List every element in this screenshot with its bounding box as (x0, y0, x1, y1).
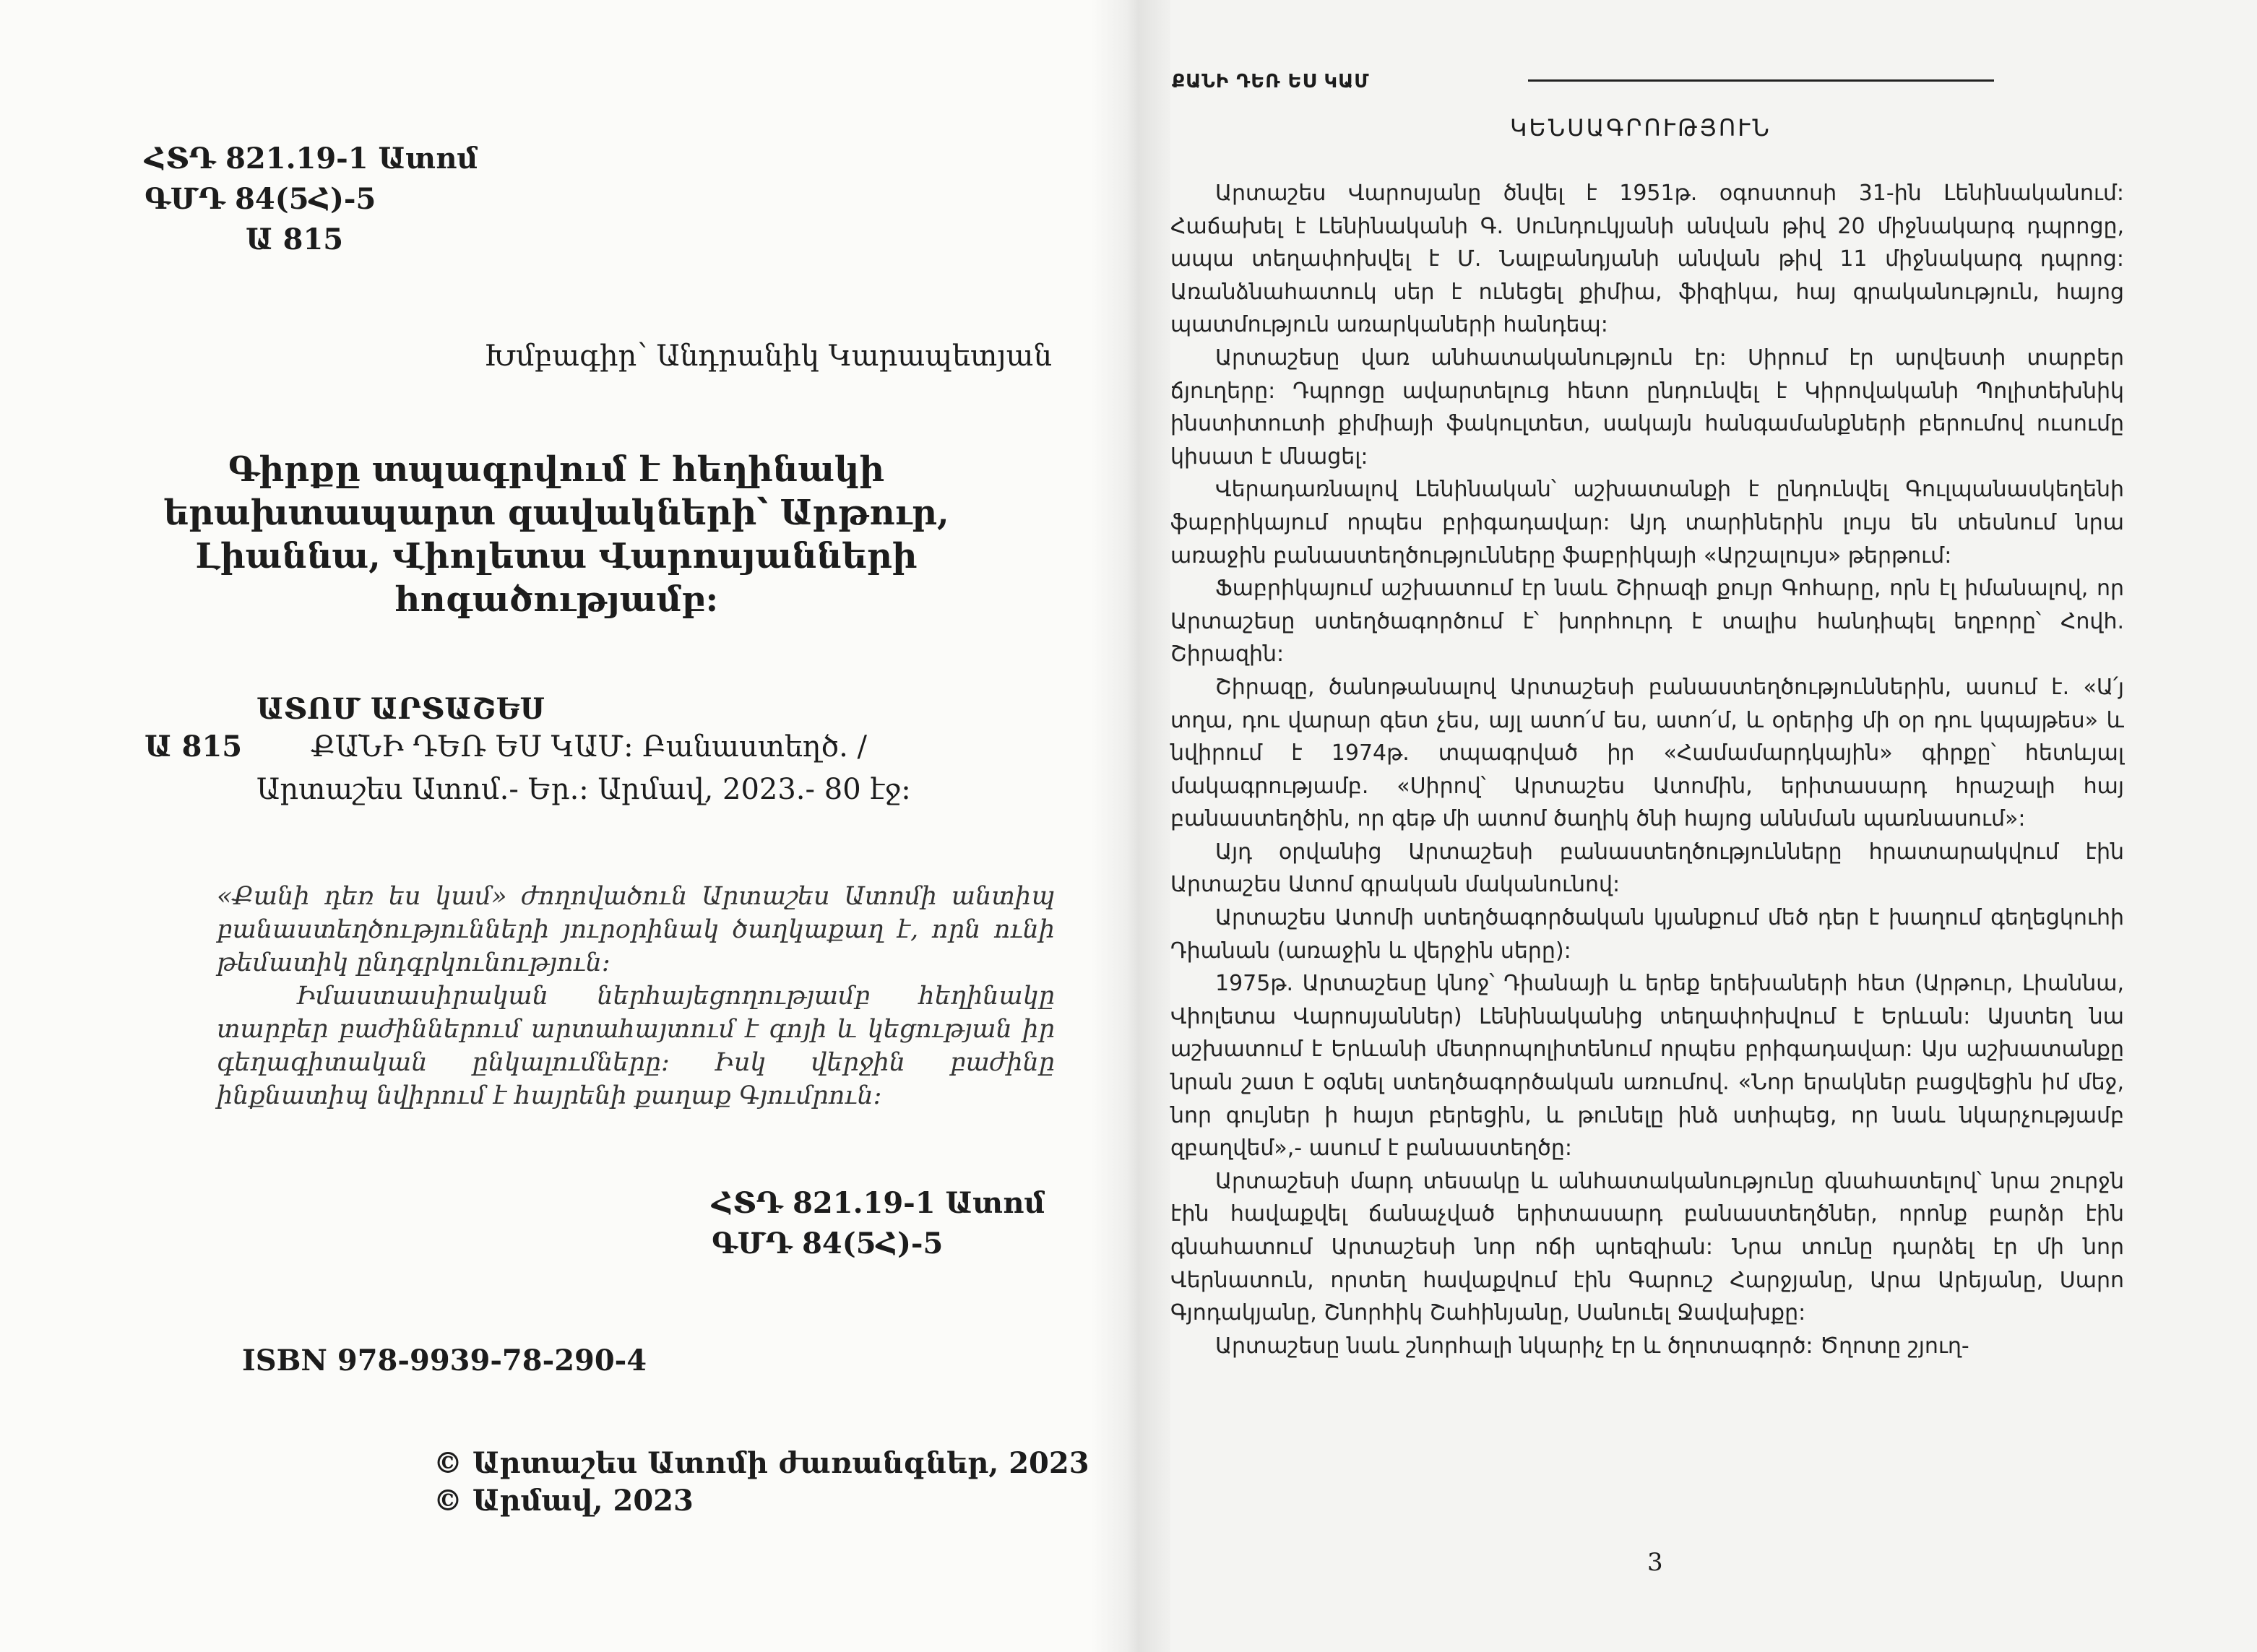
publication-notice: Գիրքը տպագրվում է հեղինակի երախտապարտ զավակների՝ Արթուր, Լիաննա, Վիոլետա Վարոսյանների հոգածությամբ: (163, 449, 949, 620)
header-rule (1528, 79, 1994, 82)
page-number: 3 (1647, 1548, 1663, 1577)
bio-paragraph: Վերադառնալով Լենինական՝ աշխատանքի է ընդունվել Գուլպանասկեղենի ֆաբրիկայում որպես բրիգադավար: Այդ տարիներին լույս են տեսնում նրա առաջին բանաստեղծությունները ֆաբրիկայի «Արշալույս» թերթում: (1170, 477, 2124, 568)
copyright-publisher: © Արմավ, 2023 (433, 1484, 694, 1518)
annotation-paragraph: Իմաստասիրական ներհայեցողությամբ հեղինակը տարբեր բաժիններում արտահայտում է գոյի և կեցության իր գեղագիտական ընկալումները: Իսկ վերջին բաժինը ինքնատիպ նվիրում է հայրենի քաղաք Գյումրուն: (217, 982, 1055, 1110)
isbn: ISBN 978-9939-78-290-4 (242, 1344, 647, 1378)
bio-paragraph: Այդ օրվանից Արտաշեսի բանաստեղծությունները հրատարակվում էին Արտաշես Ատոմ գրական մականունով: (1170, 839, 2124, 898)
gmd-code-bottom: ԳՄԴ 84(5Հ)-5 (712, 1227, 944, 1260)
copyright-heirs: © Արտաշես Ատոմի ժառանգներ, 2023 (433, 1446, 1089, 1480)
hdc-code: ՀՏԴ 821.19-1 Ատոմ (144, 142, 478, 176)
catalog-author: ԱՏՈՄ ԱՐՏԱՇԵՍ (256, 692, 545, 726)
catalog-title-line: ՔԱՆԻ ԴԵՌ ԵՍ ԿԱՄ: Բանաստեղծ. / (311, 730, 867, 764)
bio-paragraph: 1975թ. Արտաշեսը կնոջ՝ Դիանայի և երեք երեխաների հետ (Արթուր, Լիաննա, Վիոլետա Վարոսյաններ) Լենինականից տեղափոխվում է Երևան: Այստեղ նա աշխատում է Երևանի մետրոպոլիտենում որպես բրիգադավար: Այս աշխատանքը նրան շատ է օգնել ստեղծագործական առումով. «Նոր երակներ բացվեցին իմ մեջ, նոր գույներ ի հայտ բերեցին, և թունելը ինձ ստիպեց, որ նաև նկարչությամբ զբաղվեմ»,- ասում է բանաստեղծը: (1170, 971, 2124, 1162)
catalog-mark: Ա 815 (144, 730, 243, 764)
bio-paragraph: Արտաշեսը վառ անհատականություն էր: Սիրում էր արվեստի տարբեր ճյուղերը: Դպրոցը ավարտելուց հետո ընդունվել է Կիրովականի Պոլիտեխնիկ ինստիտուտի քիմիայի ֆակուլտետ, սակայն հանգամանքների բերումով ուսումը կիսատ է մնացել: (1170, 345, 2124, 470)
gmd-code: ԳՄԴ 84(5Հ)-5 (144, 182, 376, 216)
bio-paragraph: Շիրազը, ծանոթանալով Արտաշեսի բանաստեղծություններին, ասում է. «Ա՛յ տղա, դու վարար գետ չես, այլ ատո՛մ ես, ատո՛մ, և օրերից մի օր դու կպայթես» և նվիրում է 1974թ. տպագրված իր «Համամարդկային» գիրքը՝ հետևյալ մակագրությամբ. «Սիրով՝ Արտաշես Ատոմին, երիտասարդ հրաշալի հայ բանաստեղծին, որ գեթ մի ատոմ ծաղիկ ծնի հայոց աննման պառնասում»: (1170, 674, 2124, 832)
copyright-block (433, 1445, 1089, 1520)
annotation-paragraph: «Քանի դեռ ես կամ» ժողովածուն Արտաշես Ատոմի անտիպ բանաստեղծությունների յուրօրինակ ծաղկաքաղ է, որն ունի թեմատիկ ընդգրկունություն: (217, 882, 1055, 977)
book-gutter (1091, 0, 1170, 1652)
library-code-block (144, 139, 478, 260)
annotation (217, 880, 1055, 1112)
bio-paragraph: Ֆաբրիկայում աշխատում էր նաև Շիրազի քույր Գոհարը, որն էլ իմանալով, որ Արտաշեսը ստեղծագործում է՝ խորհուրդ է տալիս հանդիպել եղբորը՝ Հովհ. Շիրազին: (1170, 576, 2124, 667)
bio-paragraph: Արտաշես Ատոմի ստեղծագործական կյանքում մեծ դեր է խաղում գեղեցկուհի Դիանան (առաջին և վերջին սերը): (1170, 905, 2124, 964)
bio-paragraph: Արտաշեսը նաև շնորհալի նկարիչ էր և ծղոտագործ: Ծղոտը շյուղ- (1215, 1333, 1969, 1359)
hdc-code-bottom: ՀՏԴ 821.19-1 Ատոմ (712, 1186, 1045, 1220)
running-header: ՔԱՆԻ ԴԵՌ ԵՍ ԿԱՄ (1172, 71, 1370, 92)
biography-text (1170, 177, 2124, 1362)
bio-paragraph: Արտաշես Վարոսյանը ծնվել է 1951թ. օգոստոսի 31-ին Լենինականում: Հաճախել է Լենինականի Գ. Սունդուկյանի անվան թիվ 20 միջնակարգ դպրոցը, ապա տեղափոխվել է Մ. Նալբանդյանի անվան թիվ 11 միջնակարգ դպրոց: Առանձնահատուկ սեր է ունեցել քիմիա, ֆիզիկա, հայ գրականություն, հայոց պատմություն առարկաների հանդեպ: (1170, 181, 2124, 338)
library-code-bottom (712, 1183, 1045, 1264)
bio-paragraph: Արտաշեսի մարդ տեսակը և անհատականությունը գնահատելով՝ նրա շուրջն էին հավաքվել ճանաչված երիտասարդ բանաստեղծներ, որոնք բարձր էին գնահատում Արտաշեսի նոր ոճի պոեզիան: Նրա տունը դարձել էր մի նոր Վերնատուն, որտեղ հավաքվում էին Գարուշ Հարջյանը, Արա Արեյանը, Սարո Գյոդակյանը, Շնորհիկ Շահինյանը, Սանուել Ջավախքը: (1170, 1168, 2124, 1326)
catalog-imprint: Արտաշես Ատոմ.- Եր.: Արմավ, 2023.- 80 էջ: (256, 773, 911, 806)
editor-line: Խմբագիր՝ Անդրանիկ Կարապետյան (484, 340, 1053, 373)
biography-title: ԿԵՆՍԱԳՐՈՒԹՅՈՒՆ (1510, 114, 1771, 142)
author-mark: Ա 815 (246, 222, 344, 256)
